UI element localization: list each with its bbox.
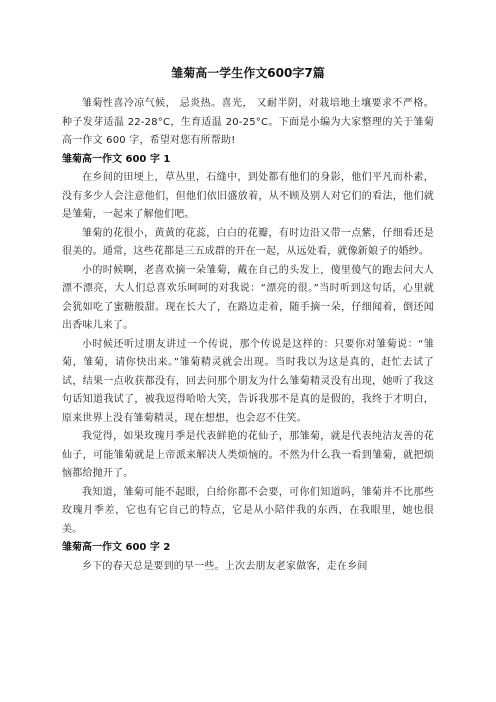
document-page — [62, 64, 434, 576]
body-paragraph: 小的时候啊，老喜欢摘一朵雏菊，戴在自己的头发上，傻里傻气的跑去问大人漂不漂亮，大人们总喜欢乐呵呵的对我说：“漂亮的很。”当时听到这句话，心里就会犹如吃了蜜糖般甜。现在长大了，在路边走着，随手摘一朵，仔细闻着，倒还闻出香味儿来了。 — [62, 264, 434, 331]
section-heading: 雏菊高一作文 600 字 2 — [62, 542, 171, 553]
body-paragraph: 雏菊的花很小，黄黄的花蕊，白白的花瓣，有时边沿又带一点紫，仔细看还是很美的。通常，这些花都是三五成群的开在一起，从远处看，就像新娘子的婚纱。 — [62, 227, 434, 257]
body-paragraph: 我觉得，如果玫瑰月季是代表鲜艳的花仙子，那雏菊，就是代表纯洁友善的花仙子，可能雏菊就是上帝派来解决人类烦恼的。不然为什么我一看到雏菊，就把烦恼都给抛开了。 — [62, 431, 434, 479]
body-paragraph: 我知道，雏菊可能不起眼，白给你都不会要，可你们知道吗，雏菊并不比那些玫瑰月季差，它也有它自己的特点，它是从小陪伴我的东西，在我眼里，她也很美。 — [62, 486, 434, 535]
section-heading: 雏菊高一作文 600 字 1 — [62, 153, 171, 165]
body-paragraph: 乡下的春天总是要到的早一些。上次去朋友老家做客，走在乡间 — [82, 560, 368, 572]
body-paragraph: 小时候还听过朋友讲过一个传说，那个传说是这样的：只要你对雏菊说：“雏菊，雏菊，请你快出来。”雏菊精灵就会出现。当时我以为这是真的，赶忙去试了试，结果一点收获都没有，回去问那个朋友为什么雏菊精灵没有出现，她听了我这句话知道我试了，被我逗得哈哈大笑，告诉我那不是真的是假的，我终于才明白，原来世界上没有雏菊精灵，现在想想，也会忍不住笑。 — [62, 338, 434, 424]
body-paragraph: 在乡间的田埂上，草丛里，石缝中，到处都有他们的身影，他们平凡而朴素，没有多少人会注意他们，但他们依旧盛放着，从不顾及别人对它们的看法，他们就是雏菊，一起来了解他们吧。 — [62, 172, 434, 220]
intro-paragraph: 雏菊性喜冷凉气候， 忌炎热。喜光， 又耐半阴，对栽培地土壤要求不严格。种子发芽适温 22-28°C，生育适温 20-25°C。下面是小编为大家整理的关于雏菊高一作文 600 字，希望对您有所帮助! — [62, 98, 434, 146]
document-title: 雏菊高一学生作文600字7篇 — [171, 66, 325, 80]
